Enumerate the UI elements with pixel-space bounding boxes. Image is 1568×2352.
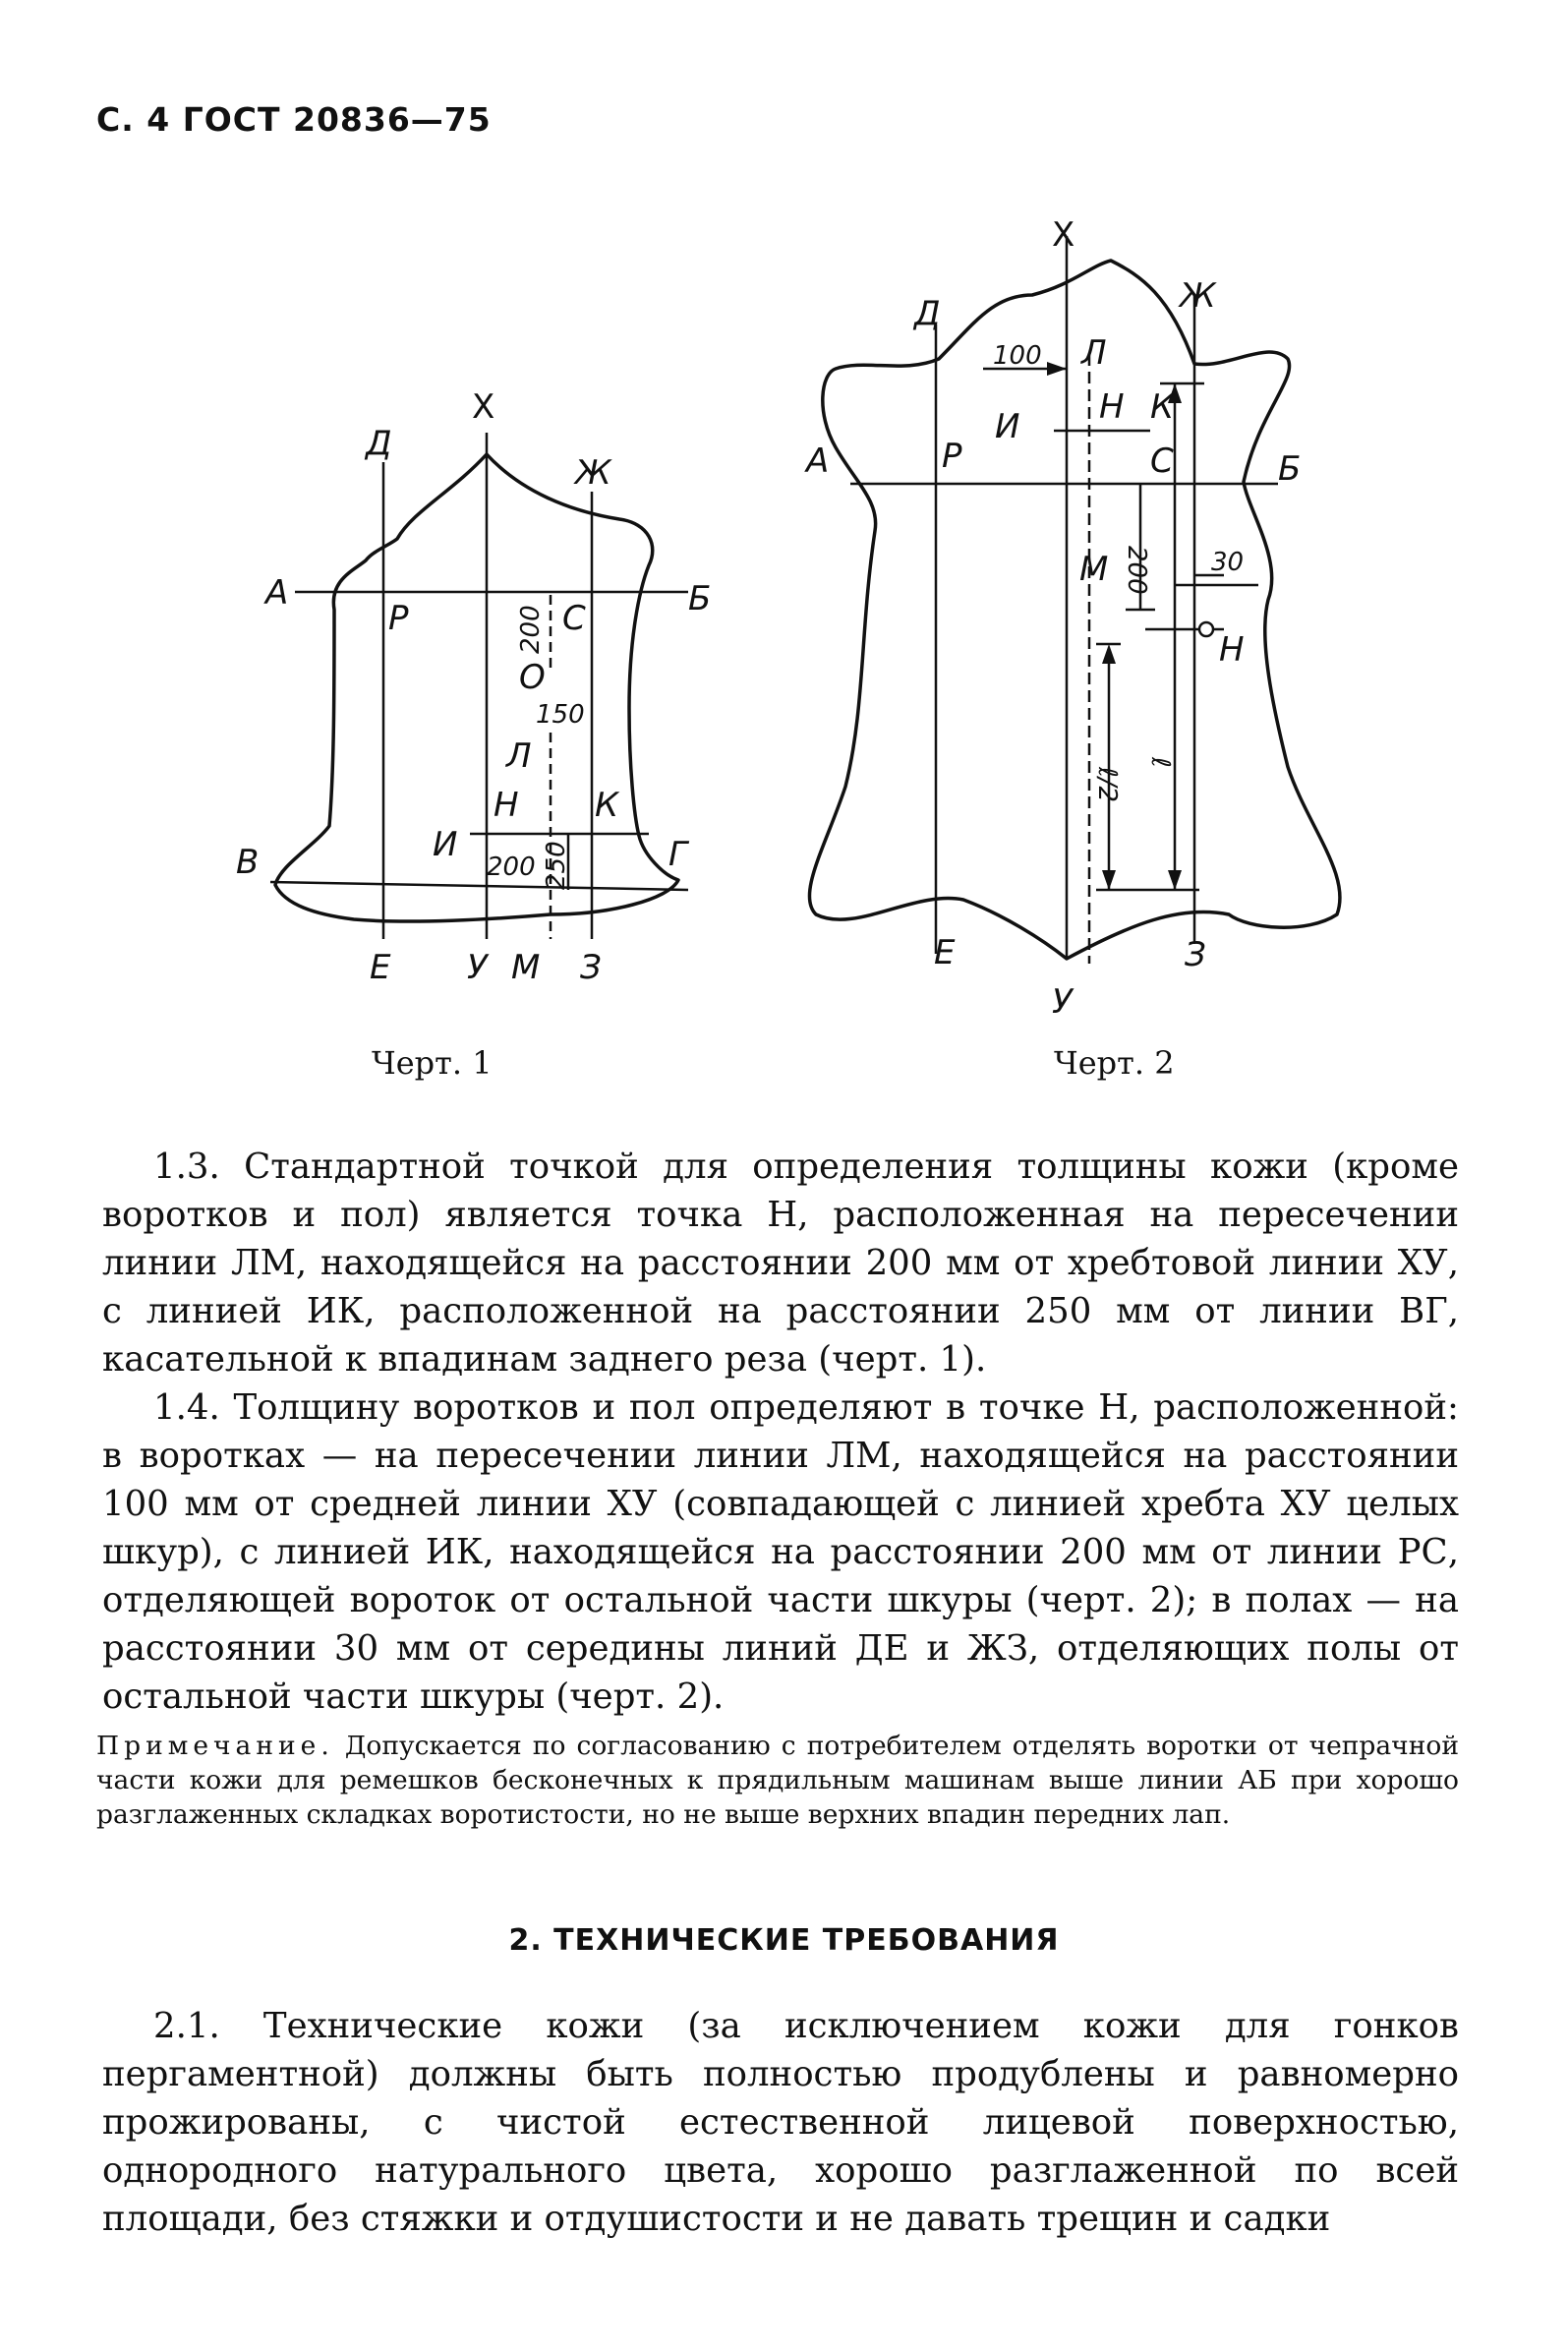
fig1-label-zh: Ж [575,453,611,493]
note-text: Допускается по согласованию с потребителем отделять воротки от чепрачной части кожи для ремешков бесконечных к прядильным машинам выше линии АБ при хорошо разглаженных складках воротистости, но не выше верхних впадин передних лап. [96,1731,1459,1830]
fig1-label-z: З [580,948,602,987]
fig2-label-m: М [1079,550,1109,589]
fig2-label-l: Л [1081,333,1107,373]
page-header: С. 4 ГОСТ 20836—75 [96,100,492,139]
fig1-label-d: Д [366,424,392,463]
fig1-label-g: Г [668,835,687,874]
fig2-dim-200-label: 200 [1122,546,1151,595]
fig1-label-i: И [433,825,458,864]
fig1-label-b: Б [688,579,712,618]
fig2-label-z: З [1185,935,1206,974]
fig2-label-k: К [1150,387,1175,427]
fig2-dim-half-label: ℓ/2 [1092,767,1122,803]
section-text [102,2002,1459,2243]
fig1-label-k: К [595,786,619,825]
note-label: Примечание. [96,1731,334,1761]
section-title: 2. ТЕХНИЧЕСКИЕ ТРЕБОВАНИЯ [508,1923,1060,1958]
fig2-label-c: С [1150,441,1174,481]
fig1-label-l: Л [506,736,532,776]
fig2-arrow-2 [1168,870,1182,890]
fig1-label-v: В [236,843,260,882]
fig2-label-e: Е [934,933,956,972]
note [96,1729,1459,1832]
fig2-label-r: Р [942,437,962,476]
fig2-label-d: Д [914,294,941,333]
fig1-label-x: Х [472,387,495,427]
fig2-arrow-4 [1102,644,1116,664]
fig2-label-x: Х [1052,215,1075,255]
fig1-label-o: О [519,658,546,697]
paragraph-1-3: 1.3. Стандартной точкой для определения толщины кожи (кроме воротков и пол) является точка Н, расположенная на пересечении линии ЛМ, находящейся на расстоянии 200 мм от хребтовой линии ХУ, с линией ИК, расположенной на расстоянии 250 мм от линии ВГ, касательной к впадинам заднего реза (черт. 1). [102,1147,1459,1380]
fig1-dim-150: 150 [536,700,585,730]
fig2-label-n2: Н [1219,630,1245,670]
fig1-line-vg [270,882,688,890]
fig2-label-i: И [995,407,1020,446]
fig2-dim-ell-label: ℓ [1145,757,1175,768]
paragraph-1-4: 1.4. Толщину воротков и пол определяют в точке Н, расположенной: в воротках — на пересечении линии ЛМ, находящейся на расстоянии 100 мм от средней линии ХУ (совпадающей с линией хребта ХУ целых шкур), с линией ИК, находящейся на расстоянии 200 мм от линии РС, отделяющей вороток от остальной части шкуры (черт. 2); в полах — на расстоянии 30 мм от середины линий ДЕ и ЖЗ, отделяющих полы от остальной части шкуры (черт. 2). [102,1387,1459,1717]
fig1-label-e: Е [370,948,391,987]
figure2-caption: Черт. 2 [1054,1044,1175,1082]
fig2-hide-outline [809,261,1340,959]
paragraph-2-1: 2.1. Технические кожи (за исключением кожи для гонков пергаментной) должны быть полностью продублены и равномерно прожированы, с чистой естественной лицевой поверхностью, однородного натурального цвета, хорошо разглаженной по всей площади, без стяжки и отдушистости и не давать трещин и садки [102,2006,1459,2239]
fig1-dim-200b: 200 [487,853,536,882]
fig2-label-b: Б [1278,449,1302,489]
fig1-label-r: Р [388,599,409,638]
fig2-arrow-1 [1102,870,1116,890]
fig1-label-n: Н [494,786,519,825]
fig2-label-zh: Ж [1180,276,1216,316]
figures [0,0,1568,1082]
fig1-label-c: С [562,599,586,638]
fig2-point-n [1199,622,1213,636]
fig2-label-a: А [806,441,830,481]
fig2-label-n1: Н [1099,387,1125,427]
fig1-dim-250: 250 [542,841,571,890]
fig1-hide-outline [275,454,678,921]
fig1-label-u: У [467,948,488,987]
fig1-label-m: М [511,948,541,987]
fig2-dim-100-label: 100 [993,341,1042,371]
fig1-dim-200a: 200 [516,605,546,654]
fig2-label-u: У [1052,982,1073,1022]
figure1-caption: Черт. 1 [372,1044,493,1082]
fig2-arrow-3 [1047,362,1067,376]
fig1-label-a: А [265,573,289,613]
fig2-dim-30-label: 30 [1211,548,1245,577]
body-text [102,1143,1459,1721]
